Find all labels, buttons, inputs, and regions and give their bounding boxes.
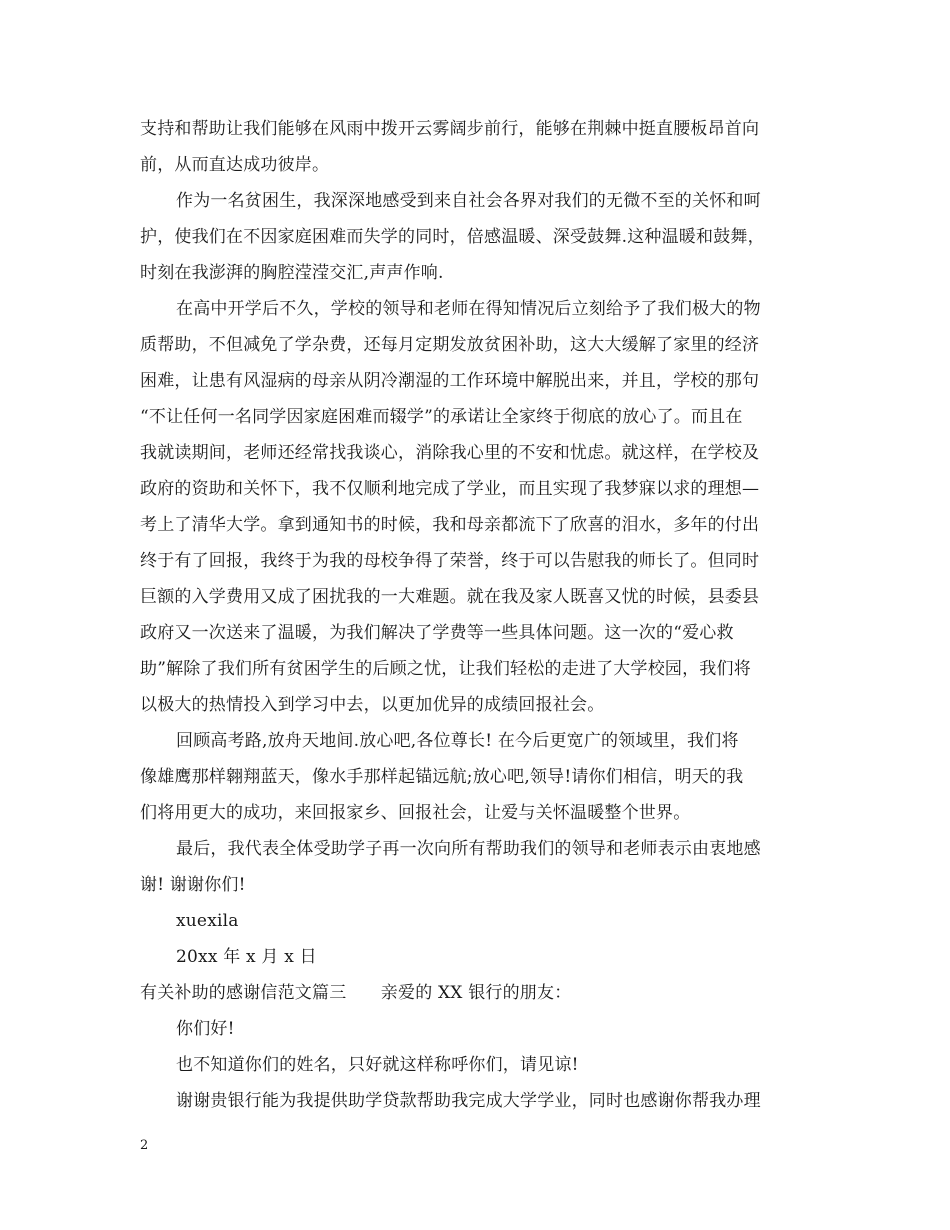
paragraph-start-line: 也不知道你们的姓名，只好就这样称呼你们，请见谅! <box>176 1055 579 1075</box>
text-line: 质帮助，不但减免了学杂费，还每月定期发放贫困补助，这大大缓解了家里的经济 <box>140 335 760 355</box>
page-number: 2 <box>140 1138 149 1153</box>
text-line: 困难，让患有风湿病的母亲从阴冷潮湿的工作环境中解脱出来，并且，学校的那句 <box>140 371 760 391</box>
signature-date: 20xx 年 x 月 x 日 <box>176 947 317 967</box>
text-line: 前，从而直达成功彼岸。 <box>140 155 330 175</box>
text-line: 时刻在我澎湃的胸腔滢滢交汇,声声作响. <box>140 263 444 283</box>
text-line: 像雄鹰那样翱翔蓝天，像水手那样起锚远航;放心吧,领导!请你们相信，明天的我 <box>140 767 744 787</box>
text-line: 们将用更大的成功，来回报家乡、回报社会，让爱与关怀温暖整个世界。 <box>140 803 691 823</box>
paragraph-start-line: 在高中开学后不久，学校的领导和老师在得知情况后立刻给予了我们极大的物 <box>176 299 761 319</box>
text-line: 谢! 谢谢你们! <box>140 875 246 895</box>
text-line: 政府又一次送来了温暖，为我们解决了学费等一些具体问题。这一次的“爱心救 <box>140 623 734 643</box>
text-line: 护，使我们在不因家庭困难而失学的同时，倍感温暖、深受鼓舞.这种温暖和鼓舞， <box>140 227 765 247</box>
paragraph-start-line: 回顾高考路,放舟天地间.放心吧,各位尊长! 在今后更宽广的领域里，我们将 <box>176 731 739 751</box>
paragraph-start-line: 作为一名贫困生，我深深地感受到来自社会各界对我们的无微不至的关怀和呵 <box>176 191 761 211</box>
text-line: 政府的资助和关怀下，我不仅顺利地完成了学业，而且实现了我梦寐以求的理想— <box>140 479 760 499</box>
text-line: “不让任何一名同学因家庭困难而辍学”的承诺让全家终于彻底的放心了。而且在 <box>140 407 743 427</box>
paragraph-start-line: 最后，我代表全体受助学子再一次向所有帮助我们的领导和老师表示由衷地感 <box>176 839 761 859</box>
section-heading: 有关补助的感谢信范文篇三 亲爱的 XX 银行的朋友： <box>140 983 572 1003</box>
text-line: 助”解除了我们所有贫困学生的后顾之忧，让我们轻松的走进了大学校园，我们将 <box>140 659 751 679</box>
paragraph-start-line: 谢谢贵银行能为我提供助学贷款帮助我完成大学学业，同时也感谢你帮我办理 <box>176 1091 761 1111</box>
text-line: 巨额的入学费用又成了困扰我的一大难题。就在我及家人既喜又忧的时候，县委县 <box>140 587 760 607</box>
signature-name: xuexila <box>176 911 239 931</box>
text-line: 考上了清华大学。拿到通知书的时候，我和母亲都流下了欣喜的泪水，多年的付出 <box>140 515 760 535</box>
text-line: 支持和帮助让我们能够在风雨中拨开云雾阔步前行，能够在荆棘中挺直腰板昂首向 <box>140 119 760 139</box>
text-line: 终于有了回报，我终于为我的母校争得了荣誉，终于可以告慰我的师长了。但同时 <box>140 551 760 571</box>
text-line: 以极大的热情投入到学习中去，以更加优异的成绩回报社会。 <box>140 695 605 715</box>
greeting-line: 你们好! <box>176 1019 235 1039</box>
text-line: 我就读期间，老师还经常找我谈心，消除我心里的不安和忧虑。就这样，在学校及 <box>140 443 760 463</box>
